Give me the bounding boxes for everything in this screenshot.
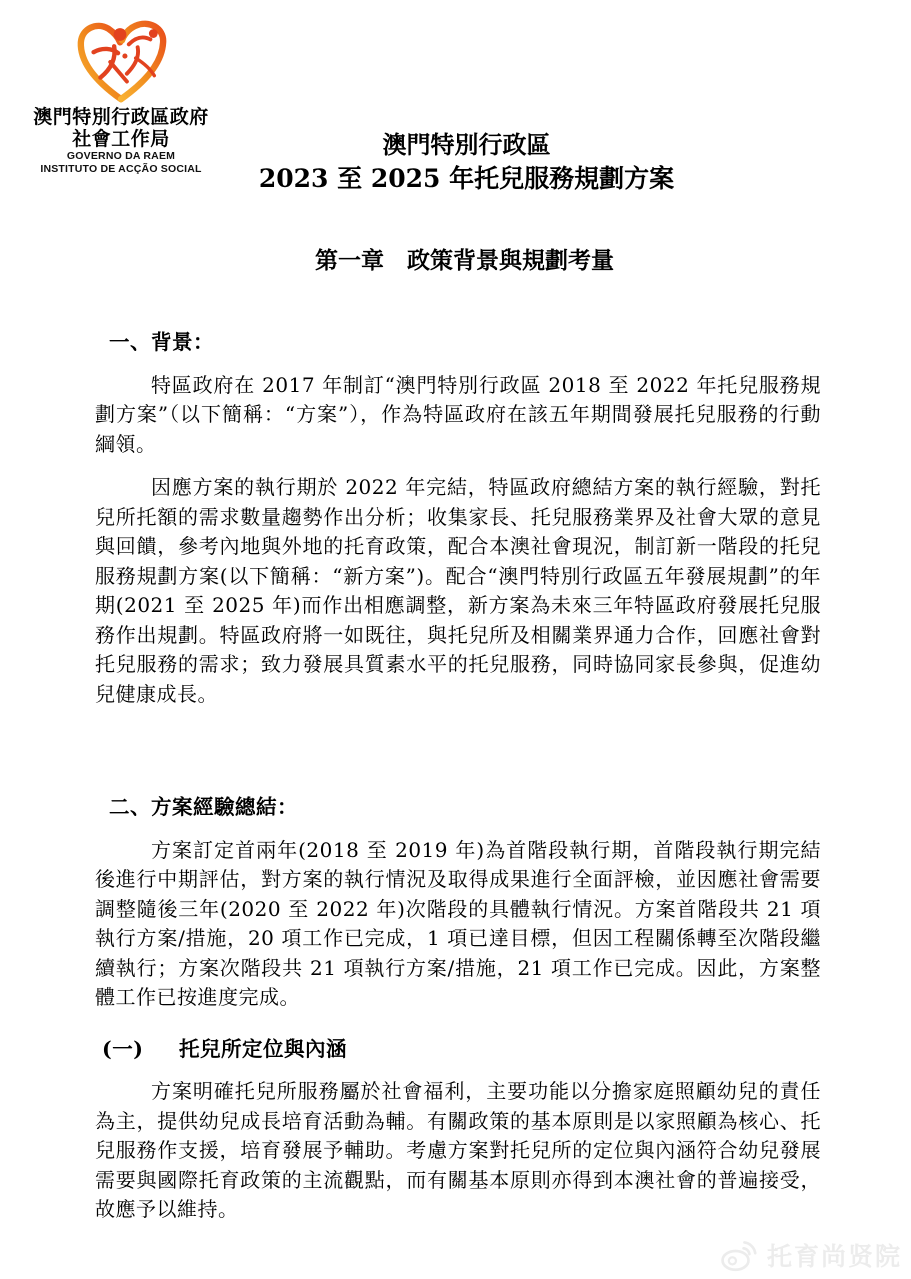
chapter-heading: 第一章 政策背景與規劃考量 — [315, 247, 614, 274]
agency-name-pt-line1: GOVERNO DA RAEM — [66, 150, 176, 162]
document-body — [95, 328, 821, 1225]
weibo-icon — [720, 1238, 760, 1272]
agency-name-pt-line2: INSTITUTO DE ACÇÃO SOCIAL — [40, 162, 202, 175]
watermark — [720, 1237, 902, 1273]
agency-name-zh-line2: 社會工作局 — [72, 128, 170, 150]
document-title-line2: 2023 至 2025 年托兒服務規劃方案 — [258, 164, 675, 193]
document-title — [11, 0, 911, 196]
watermark-text: 托育尚贤院 — [766, 1242, 902, 1271]
agency-name-zh-line1: 澳門特別行政區政府 — [33, 106, 209, 128]
subsection-1-heading — [102, 1035, 821, 1065]
section-1-paragraph-2: 因應方案的執行期於 2022 年完結，特區政府總結方案的執行經驗，對托兒所托額的需求數量趨勢作出分析；收集家長、托兒服務業界及社會大眾的意見與回饋，參考內地與外地的托育政策，配合本澳社會現況，制訂新一階段的托兒服務規劃方案(以下簡稱：“新方案”)。配合“澳門特別行政區五年發展規劃”的年期(2021 至 2025 年)而作出相應調整，新方案為未來三年特區政府發展托兒服務作出規劃。特區政府將一如既往，與托兒所及相關業界通力合作，回應社會對托兒服務的需求；致力發展具質素水平的托兒服務，同時協同家長參與，促進幼兒健康成長。 — [95, 475, 821, 706]
subsection-1-number: (一) — [102, 1036, 144, 1061]
subsection-1-title: 托兒所定位與內涵 — [179, 1036, 348, 1061]
section-1-heading: 一、背景： — [109, 330, 214, 354]
document-title-line1: 澳門特別行政區 — [382, 130, 551, 159]
section-1-paragraph-1: 特區政府在 2017 年制訂“澳門特別行政區 2018 至 2022 年托兒服務規劃方案”（以下簡稱：“方案”），作為特區政府在該五年期間發展托兒服務的行動綱領。 — [95, 372, 821, 456]
section-2-paragraph-1: 方案訂定首兩年(2018 至 2019 年)為首階段執行期，首階段執行期完結後進行中期評估，對方案的執行情況及取得成果進行全面評檢，並因應社會需要調整隨後三年(2020 至 2022 年)次階段的具體執行情況。方案首階段共 21 項執行方案/措施，20 項工作已完成，1 項已達目標，但因工程關係轉至次階段繼續執行；方案次階段共 21 項執行方案/措施，21 項工作已完成。因此，方案整體工作已按進度完成。 — [95, 837, 821, 1009]
section-2-heading: 二、方案經驗總結： — [109, 795, 298, 819]
subsection-1-paragraph-1: 方案明確托兒所服務屬於社會福利，主要功能以分擔家庭照顧幼兒的責任為主，提供幼兒成長培育活動為輔。有關政策的基本原則是以家照顧為核心、托兒服務作支援，培育發展予輔助。考慮方案對托兒所的定位與內涵符合幼兒發展需要與國際托育政策的主流觀點，而有關基本原則亦得到本澳社會的普遍接受，故應予以維持。 — [95, 1079, 821, 1221]
